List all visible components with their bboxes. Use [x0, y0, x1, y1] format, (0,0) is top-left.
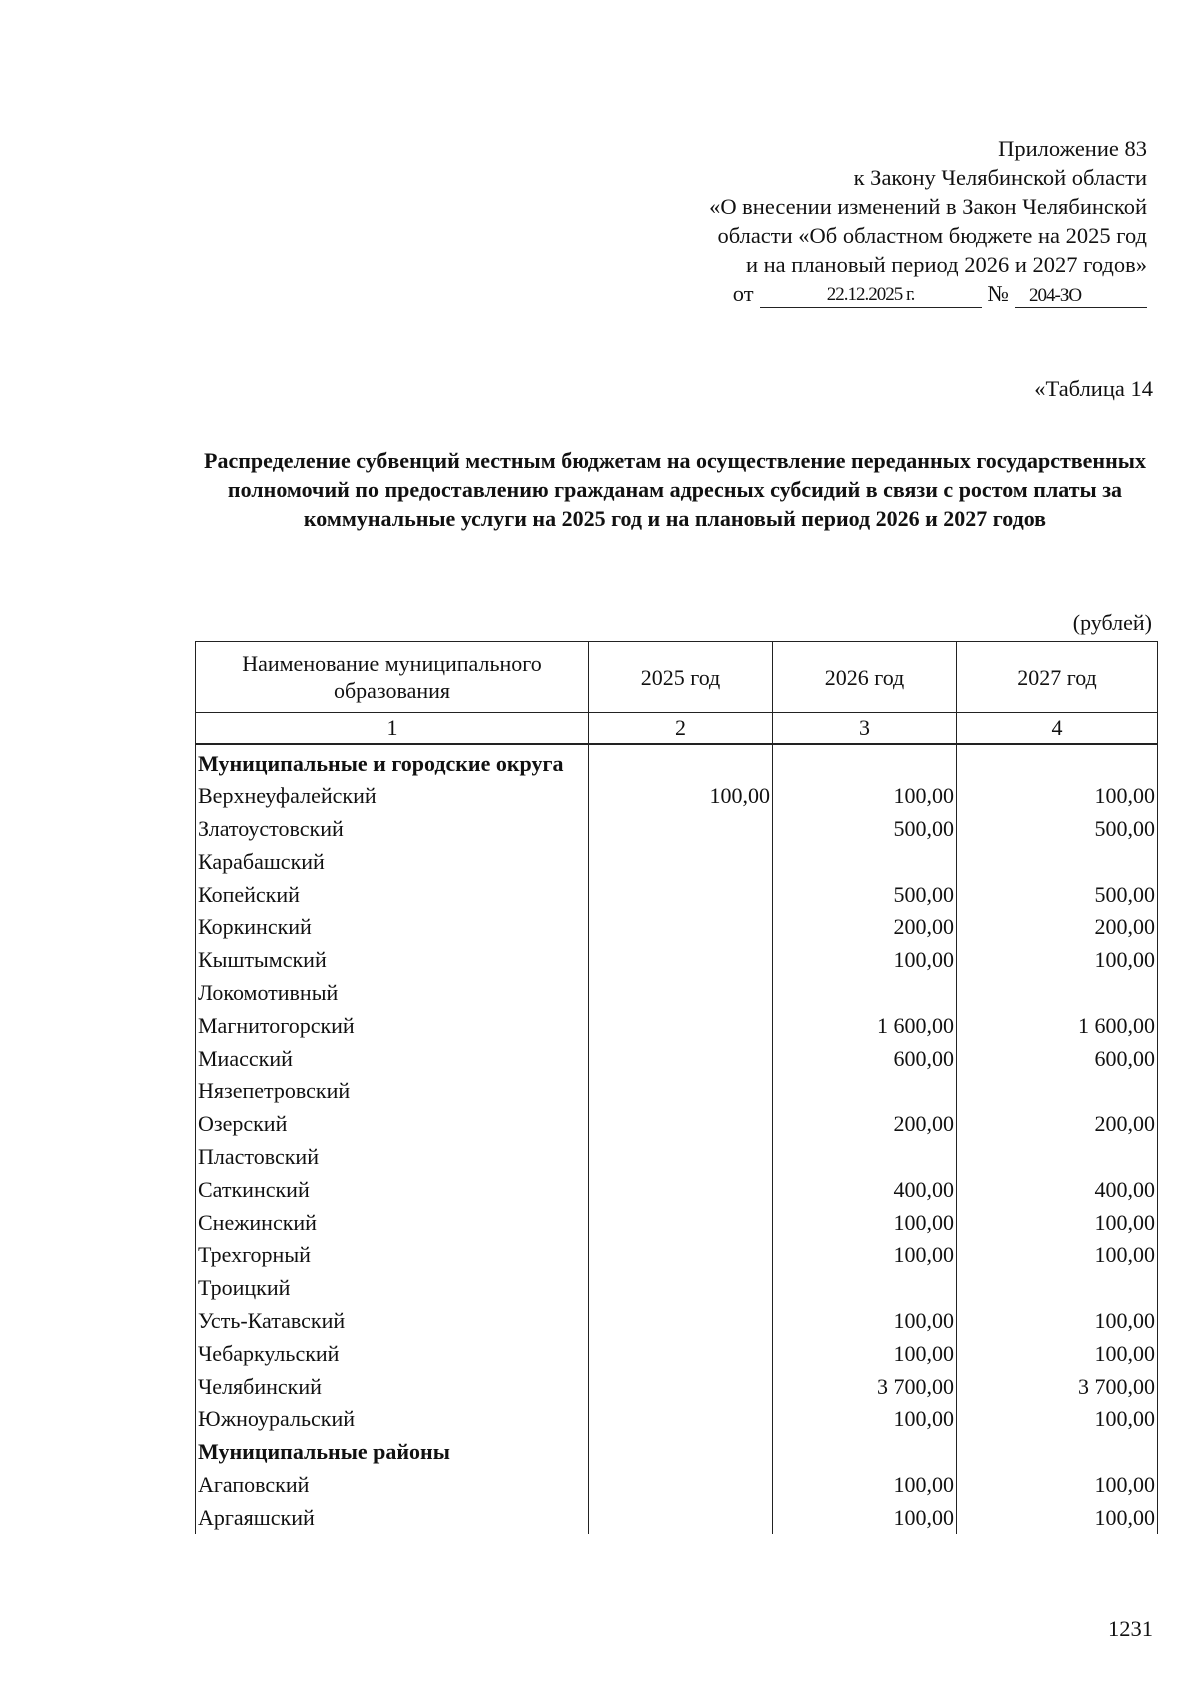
value-2027: 200,00: [957, 1108, 1158, 1141]
appendix-line: Приложение 83: [998, 136, 1147, 161]
municipality-name: Усть-Катавский: [196, 1305, 589, 1338]
value-2027: 600,00: [957, 1042, 1158, 1075]
municipality-name: Саткинский: [196, 1173, 589, 1206]
subvention-table: [195, 641, 1158, 1534]
table-row: [196, 1469, 1158, 1502]
table-row: [196, 1173, 1158, 1206]
table-row: [196, 911, 1158, 944]
units-label: (рублей): [1072, 610, 1152, 635]
value-2027: 100,00: [957, 1206, 1158, 1239]
value-2025: [589, 944, 773, 977]
table-row: [196, 1370, 1158, 1403]
value-2027: 100,00: [957, 1501, 1158, 1534]
column-number-row: [196, 713, 1158, 745]
value-2025: [589, 1370, 773, 1403]
value-2025: [589, 744, 773, 780]
table-row: [196, 1239, 1158, 1272]
value-2026: [773, 1141, 957, 1174]
municipality-name: Южноуральский: [196, 1403, 589, 1436]
value-2025: [589, 878, 773, 911]
municipality-name: Муниципальные районы: [196, 1436, 589, 1469]
value-2027: 1 600,00: [957, 1009, 1158, 1042]
value-2025: [589, 1239, 773, 1272]
value-2027: 400,00: [957, 1173, 1158, 1206]
municipality-name: Карабашский: [196, 845, 589, 878]
value-2027: 100,00: [957, 1239, 1158, 1272]
value-2026: 100,00: [773, 1501, 957, 1534]
table-row: [196, 1403, 1158, 1436]
value-2025: [589, 1403, 773, 1436]
value-2025: [589, 1305, 773, 1338]
municipality-name: Аргаяшский: [196, 1501, 589, 1534]
value-2026: 600,00: [773, 1042, 957, 1075]
value-2027: 100,00: [957, 780, 1158, 813]
value-2027: 100,00: [957, 1305, 1158, 1338]
section-row: [196, 1436, 1158, 1469]
value-2025: [589, 911, 773, 944]
value-2027: [957, 977, 1158, 1010]
value-2026: 3 700,00: [773, 1370, 957, 1403]
value-2025: [589, 1009, 773, 1042]
value-2025: [589, 1173, 773, 1206]
value-2025: [589, 1469, 773, 1502]
appendix-header: [587, 134, 1147, 308]
value-2026: 100,00: [773, 1337, 957, 1370]
column-header: 2027 год: [957, 642, 1158, 713]
from-label: от: [732, 281, 754, 306]
value-2027: [957, 1436, 1158, 1469]
table-row: [196, 1272, 1158, 1305]
appendix-line: и на плановый период 2026 и 2027 годов»: [745, 252, 1147, 277]
table-row: [196, 1141, 1158, 1174]
municipality-name: Коркинский: [196, 911, 589, 944]
value-2027: [957, 1272, 1158, 1305]
municipality-name: Челябинский: [196, 1370, 589, 1403]
column-header: 2025 год: [589, 642, 773, 713]
value-2025: 100,00: [589, 780, 773, 813]
table-row: [196, 1206, 1158, 1239]
column-number: 4: [957, 713, 1158, 745]
column-number: 3: [773, 713, 957, 745]
value-2025: [589, 1272, 773, 1305]
municipality-name: Снежинский: [196, 1206, 589, 1239]
value-2027: [957, 1141, 1158, 1174]
column-number: 2: [589, 713, 773, 745]
municipality-name: Пластовский: [196, 1141, 589, 1174]
value-2027: 100,00: [957, 1403, 1158, 1436]
municipality-name: Кыштымский: [196, 944, 589, 977]
law-number: 204-ЗО: [1015, 284, 1147, 308]
table-row: [196, 1042, 1158, 1075]
value-2026: 200,00: [773, 1108, 957, 1141]
value-2026: [773, 1272, 957, 1305]
value-2026: 200,00: [773, 911, 957, 944]
value-2026: 400,00: [773, 1173, 957, 1206]
value-2025: [589, 813, 773, 846]
value-2026: 100,00: [773, 1469, 957, 1502]
table-label: «Таблица 14: [1034, 376, 1153, 401]
municipality-name: Магнитогорский: [196, 1009, 589, 1042]
municipality-name: Чебаркульский: [196, 1337, 589, 1370]
appendix-line: к Закону Челябинской области: [853, 165, 1147, 190]
appendix-signature-line: [587, 279, 1147, 308]
value-2027: 200,00: [957, 911, 1158, 944]
table-body: [196, 744, 1158, 1534]
value-2026: 100,00: [773, 1206, 957, 1239]
value-2026: 100,00: [773, 1403, 957, 1436]
value-2025: [589, 1042, 773, 1075]
column-header: 2026 год: [773, 642, 957, 713]
municipality-name: Верхнеуфалейский: [196, 780, 589, 813]
value-2026: 500,00: [773, 813, 957, 846]
table-row: [196, 780, 1158, 813]
value-2026: 500,00: [773, 878, 957, 911]
value-2026: [773, 845, 957, 878]
value-2026: 1 600,00: [773, 1009, 957, 1042]
value-2027: 100,00: [957, 1469, 1158, 1502]
municipality-name: Трехгорный: [196, 1239, 589, 1272]
value-2025: [589, 1206, 773, 1239]
document-title: Распределение субвенций местным бюджетам на осуществление переданных государственных полномочий по предоставлению гражданам адресных субсидий в связи с ростом платы за коммунальные услуги на 2025 год и на плановый период 2026 и 2027 годов: [204, 448, 1146, 531]
value-2027: 500,00: [957, 878, 1158, 911]
appendix-line: «О внесении изменений в Закон Челябинской: [709, 194, 1147, 219]
value-2025: [589, 1141, 773, 1174]
table-row: [196, 977, 1158, 1010]
value-2025: [589, 845, 773, 878]
table-row: [196, 1009, 1158, 1042]
municipality-name: Копейский: [196, 878, 589, 911]
value-2025: [589, 977, 773, 1010]
column-header: Наименование муниципального образования: [196, 642, 589, 713]
table-row: [196, 1108, 1158, 1141]
municipality-name: Миасский: [196, 1042, 589, 1075]
table-row: [196, 1075, 1158, 1108]
table-row: [196, 1501, 1158, 1534]
value-2026: [773, 1075, 957, 1108]
table-header-row: [196, 642, 1158, 713]
municipality-name: Агаповский: [196, 1469, 589, 1502]
table-row: [196, 813, 1158, 846]
table-row: [196, 845, 1158, 878]
value-2025: [589, 1108, 773, 1141]
municipality-name: Нязепетровский: [196, 1075, 589, 1108]
value-2025: [589, 1436, 773, 1469]
value-2026: [773, 977, 957, 1010]
page-number: 1231: [1108, 1616, 1153, 1641]
value-2027: 500,00: [957, 813, 1158, 846]
value-2027: [957, 744, 1158, 780]
value-2026: 100,00: [773, 780, 957, 813]
number-label: №: [987, 281, 1009, 306]
municipality-name: Озерский: [196, 1108, 589, 1141]
municipality-name: Златоустовский: [196, 813, 589, 846]
table-row: [196, 878, 1158, 911]
appendix-line: области «Об областном бюджете на 2025 год: [717, 223, 1147, 248]
municipality-name: Троицкий: [196, 1272, 589, 1305]
section-row: [196, 744, 1158, 780]
value-2027: [957, 845, 1158, 878]
municipality-name: Локомотивный: [196, 977, 589, 1010]
value-2026: 100,00: [773, 944, 957, 977]
municipality-name: Муниципальные и городские округа: [196, 744, 589, 780]
value-2027: 100,00: [957, 944, 1158, 977]
value-2026: [773, 744, 957, 780]
table-row: [196, 1305, 1158, 1338]
value-2025: [589, 1501, 773, 1534]
value-2026: 100,00: [773, 1239, 957, 1272]
column-number: 1: [196, 713, 589, 745]
law-date: 22.12.2025 г.: [760, 283, 982, 308]
value-2025: [589, 1075, 773, 1108]
value-2026: 100,00: [773, 1305, 957, 1338]
value-2026: [773, 1436, 957, 1469]
value-2027: [957, 1075, 1158, 1108]
table-row: [196, 1337, 1158, 1370]
value-2027: 3 700,00: [957, 1370, 1158, 1403]
value-2027: 100,00: [957, 1337, 1158, 1370]
value-2025: [589, 1337, 773, 1370]
table-row: [196, 944, 1158, 977]
